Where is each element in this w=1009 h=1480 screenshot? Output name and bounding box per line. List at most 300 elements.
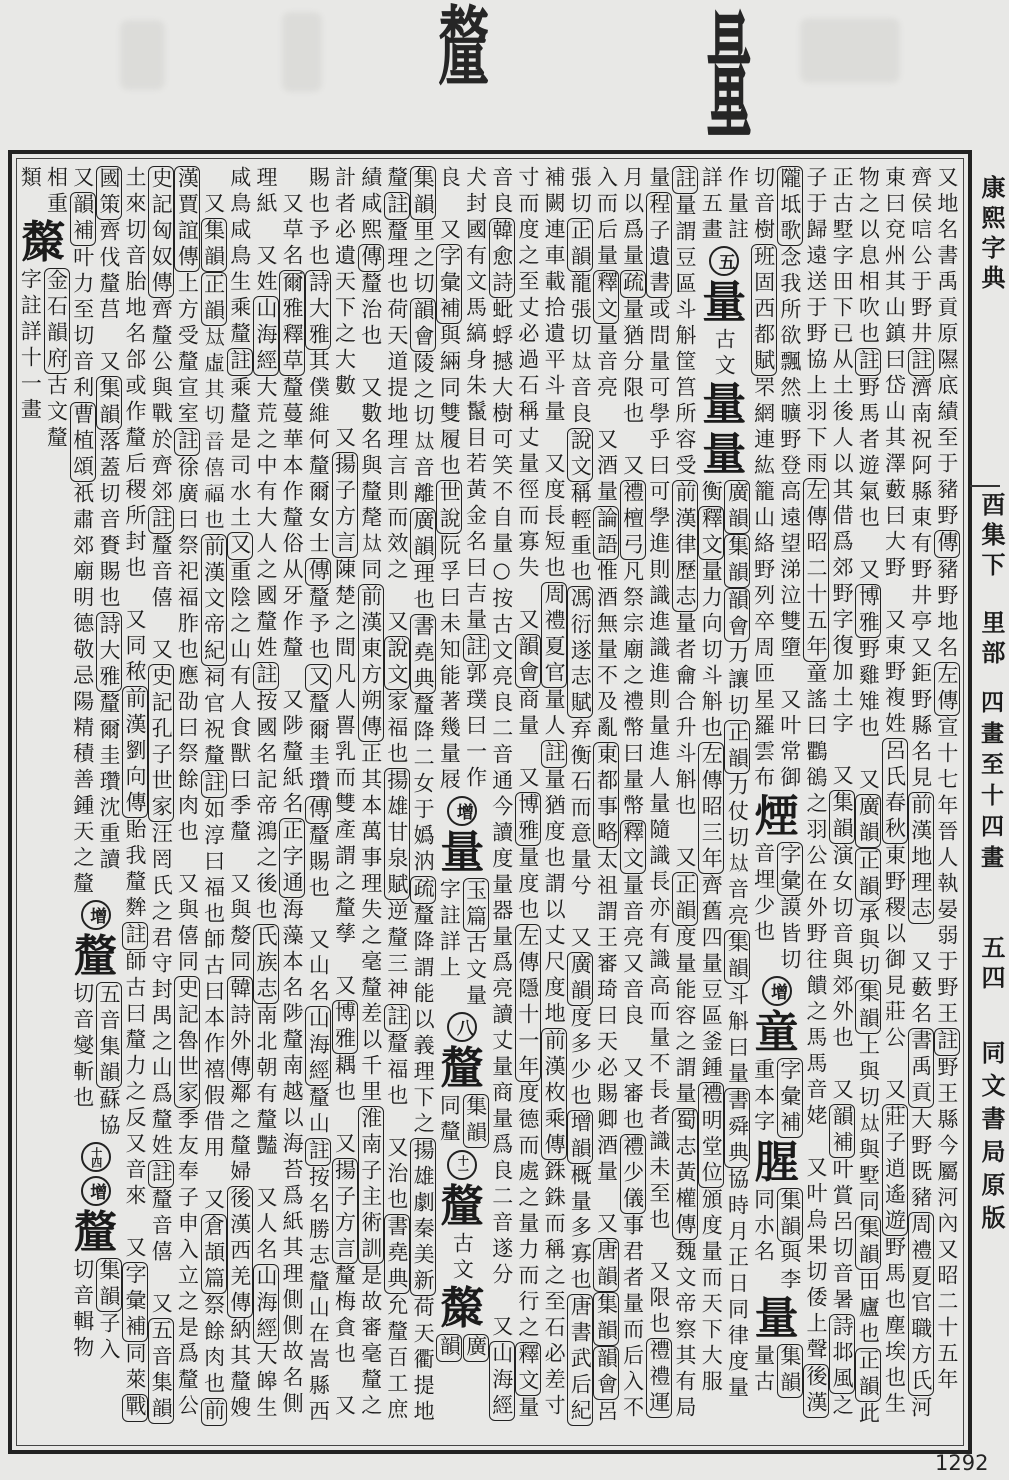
citation-box: 註 [856, 349, 881, 375]
text-run: 重陰之山有人食獸曰季釐 又與嫠同 [227, 560, 252, 976]
headword: 釐 [440, 1181, 485, 1232]
column-text [201, 166, 227, 1426]
text-run: 度量能容之謂量 [673, 926, 697, 1108]
text-run: 物之以息相吹也 [856, 166, 881, 348]
circled-marker [762, 976, 792, 1006]
annotation-line [70, 1258, 96, 1364]
citation-box: 禮檀弓 [620, 481, 645, 559]
citation-box: 註 [934, 1029, 959, 1055]
citation-box: 集韻 [96, 377, 121, 429]
text-run: 寸而度之至丈必過石稱丈量徑而寡失 又 [515, 166, 540, 634]
citation-box: 五音集韻 [96, 983, 121, 1087]
text-run: 其僕維何釐爾女士 [306, 350, 331, 558]
citation-box: 史記孔子世家 [149, 665, 174, 821]
citation-box: 集韻 [463, 1095, 488, 1147]
text-run: 量猶度也謂以丈尺度地 [542, 768, 567, 1028]
citation-box: 字彙補 [777, 1059, 802, 1137]
seal-script-character-right: 量 [706, 0, 752, 158]
citation-box: 韻補 [70, 193, 95, 245]
text-run: 頒度量而天下大服 [699, 1188, 724, 1396]
column-text [908, 166, 934, 1422]
citation-box: 山海經 [306, 1007, 331, 1085]
margin-strokes: 四畫至十四畫 [977, 690, 1004, 876]
text-run: 力讓切 [725, 642, 750, 720]
text-run: 釐予也 [306, 586, 331, 664]
text-run: 量猶分限也 又 [620, 298, 645, 480]
text-run: 事君者量而后入不 [620, 1214, 645, 1422]
citation-box: 廣韻 [411, 509, 436, 561]
text-run: 入而后量 [594, 166, 619, 270]
entry-column [436, 166, 488, 1448]
entry-column [70, 166, 122, 1448]
text-run: 荷天衢提地 [411, 1296, 436, 1426]
text-run: 又草名 [280, 166, 305, 270]
text-run: 野雞雉也 又 [856, 638, 881, 794]
annotation-line [750, 1344, 776, 1398]
circled-marker-label: 八 [452, 1018, 473, 1036]
citation-box: 正韻 [673, 873, 697, 925]
text-run: 鄰之釐婦 [227, 1082, 252, 1186]
citation-box: 左傳昭二十五年 [803, 479, 828, 661]
annotation-line [43, 166, 69, 218]
text-run: 子入 [96, 1312, 121, 1364]
text-run: 釐理也荷天道提地理言則而效之 又 [384, 220, 409, 636]
text-run: 釐爾圭瓚 [306, 692, 331, 796]
annotation-line [777, 1188, 803, 1294]
text-run: 土來切音胎地名郃或作釐后稷所封也 又同秾 [123, 166, 148, 686]
headword: 量 [702, 429, 747, 480]
text-run: 理紙 又姓 [253, 166, 278, 296]
annotation-line [17, 166, 43, 218]
citation-box: 註 [463, 635, 488, 661]
entry-column [17, 166, 69, 1448]
citation-box: 書舜典 [725, 1089, 750, 1167]
page-number: 1292 [935, 1451, 989, 1475]
citation-box: 韻會 [594, 1347, 619, 1399]
text-run: 阮孚曰未知能著幾量屐 [437, 534, 462, 794]
column-text [646, 166, 672, 1418]
text-run: 良 又 [437, 166, 462, 244]
text-run: 釐降二女于嬀汭 [411, 694, 436, 876]
citation-box: 傳 [358, 245, 383, 271]
double-line-annotation [698, 480, 750, 1402]
text-run: 或問量可學乎曰可學進則識進識進則量進人量隨識長亦有識高而量不長者識未至也 又限也 [646, 298, 671, 1338]
text-run: 量古 [751, 1344, 776, 1396]
text-run: 度多少也 [568, 1006, 593, 1110]
citation-box: 史記魯世家 [175, 977, 200, 1107]
citation-box: 傳 [306, 559, 331, 585]
citation-box: 正韻 [201, 273, 226, 325]
citation-box: 氏族志 [253, 925, 278, 1003]
text-run: 祠官祝釐 [201, 666, 226, 770]
citation-box: 博雅 [332, 1001, 357, 1053]
text-run: 子于歸遠送于野協上羽下雨 [803, 166, 828, 478]
text-run: 銖銖而稱之至石必差寸 [542, 1160, 567, 1420]
text-run: 耦也 又 [332, 1054, 357, 1158]
citation-box: 註 [306, 1139, 331, 1165]
citation-box: 又 [306, 665, 331, 691]
text-run: 落蓋切音賚賜也 [96, 430, 121, 612]
citation-box: 唐韻 [594, 1239, 619, 1291]
text-run: 商量 又 [515, 688, 540, 792]
ghost-impression [120, 20, 165, 90]
text-run: 音良 [489, 166, 514, 218]
text-run: 貽我釐麰 [123, 818, 148, 922]
headword: 釐 [440, 1043, 485, 1094]
text-run: 謨皆切 [777, 896, 802, 974]
circled-marker-label: 十一 [456, 1155, 470, 1175]
text-column [646, 166, 672, 1448]
text-run: 量力向切斗斛也 [699, 560, 724, 742]
citation-box: 集韻 [777, 1345, 802, 1397]
column-text [593, 166, 619, 1426]
text-run: 作量註 [725, 166, 750, 244]
text-run: 釐治也 又數名與釐氂𡘋同 [358, 272, 383, 584]
text-run: 同釐 [437, 1094, 462, 1146]
text-run: 罘網連紘籠山絡野列卒周匝星羅雲布 [751, 376, 776, 792]
text-run: 陳楚之間凡人嘼乳而雙產謂之釐孳 又 [332, 558, 357, 1000]
circled-marker [709, 246, 739, 276]
citation-box: 韻會 [515, 635, 540, 687]
column-text [934, 166, 960, 1394]
annotation-line [96, 166, 122, 898]
citation-box: 左傳 [934, 663, 959, 715]
text-run: 大荒之中有大人之國釐姓 [253, 376, 278, 662]
annotation-line [462, 166, 488, 794]
citation-box: 韻會 [411, 299, 436, 351]
text-column [358, 166, 384, 1448]
entry-column [750, 166, 802, 1448]
citation-box: 書堯典 [411, 615, 436, 693]
text-column [908, 166, 934, 1448]
annotation-line [436, 1094, 462, 1148]
double-line-annotation [750, 842, 802, 974]
citation-box: 博雅 [515, 793, 540, 845]
text-run: 又藪名 [908, 924, 933, 1028]
citation-box: 韻 [437, 1335, 462, 1361]
text-run: 詳五畫 [699, 166, 724, 244]
text-run: 此 [856, 1402, 881, 1428]
citation-box: 韻補 [830, 1105, 855, 1157]
annotation-line [436, 166, 462, 794]
citation-box: 書堯典 [384, 1215, 409, 1293]
citation-box: 左傳隱十一年 [515, 925, 540, 1081]
text-run: 南北朝有釐豔 又人名 [253, 1004, 278, 1264]
citation-box: 詩大雅 [306, 271, 331, 349]
citation-box: 班固西都賦 [751, 245, 776, 375]
text-run: 乘釐是司水土 [227, 376, 252, 532]
page-margin [970, 160, 1006, 1450]
column-text [253, 166, 279, 1422]
column-text [829, 166, 855, 1420]
citation-box: 淮南子主術訓 [358, 1107, 383, 1263]
text-run: 音埋少也 [751, 842, 776, 946]
text-run: 釐 [384, 166, 409, 192]
citation-box: 集韻 [411, 167, 436, 219]
annotation-line [777, 166, 803, 792]
text-run: 正古墅字田下已从土後人以其借爲郊野字復加土字 又 [830, 166, 855, 790]
circled-marker-label: 十四 [89, 1147, 103, 1167]
annotation-line [436, 878, 462, 1010]
text-run: 切音輯物 [70, 1258, 95, 1362]
double-line-annotation [70, 982, 122, 1140]
citation-box: 前漢律歷志 [673, 481, 697, 611]
double-line-annotation [17, 268, 69, 452]
citation-box: 註 [149, 1161, 174, 1187]
text-run: 按國名記帝鴻之後也 [253, 690, 278, 924]
text-run: 師古曰釐力之反又音來 又 [123, 950, 148, 1262]
citation-box: 韻會 [725, 589, 750, 641]
citation-box: 史記匈奴傳 [149, 167, 174, 297]
citation-box: 字彙補 [437, 245, 462, 323]
citation-box: 註 [175, 429, 200, 455]
double-line-annotation [436, 1094, 488, 1148]
column-text [358, 166, 384, 1420]
column-text [384, 166, 410, 1424]
text-run: 切音樹 [751, 166, 776, 244]
text-column [855, 166, 881, 1448]
margin-divider [970, 485, 1000, 487]
citation-box: 後漢 [803, 1365, 828, 1417]
text-run: 古文釐 [44, 374, 69, 452]
headword: 釐 [73, 1207, 118, 1258]
citation-box: 又 [227, 533, 252, 559]
double-line-annotation [17, 166, 69, 218]
column-text [803, 166, 829, 1418]
text-run: 齊釐公與戰於齊郊 [149, 298, 174, 506]
circled-marker [81, 900, 111, 930]
text-run: 齊伐釐莒 又 [96, 220, 121, 376]
headword: 釐 [73, 931, 118, 982]
text-run: 上與切𡘋與墅同 [856, 1034, 881, 1216]
headword: 量 [702, 379, 747, 430]
double-line-annotation [750, 166, 802, 792]
citation-box: 註 [123, 923, 148, 949]
text-run: 量 [515, 1396, 540, 1422]
citation-box: 正韻 [725, 721, 750, 773]
citation-box: 釋文 [594, 271, 619, 323]
citation-box: 漢賈誼傳 [175, 167, 200, 271]
citation-box: 詩大雅 [96, 613, 121, 691]
text-run: 念我所欲飄然曠野登高遠望涕泣雙墮 又叶常御 [777, 246, 802, 792]
annotation-line [70, 166, 96, 898]
citation-box: 說文 [568, 429, 593, 481]
text-run: 豬野地名 [934, 558, 959, 662]
text-run: 呂 [594, 1400, 619, 1426]
column-text [148, 166, 174, 1424]
column-text [620, 166, 646, 1422]
citation-box: 山海經 [253, 297, 278, 375]
citation-box: 後漢西羌傳 [227, 1187, 252, 1317]
text-run: 協時月正日同律度量 [725, 1168, 750, 1402]
citation-box: 前漢劉向傳 [123, 687, 148, 817]
citation-box: 揚子方言 [332, 1159, 357, 1263]
text-run: 齊舊四量豆區釜鍾 [699, 874, 724, 1082]
citation-box: 註 [201, 771, 226, 797]
text-run: 東野稷以御見莊公 又 [882, 844, 907, 1104]
margin-title: 康熙字典 [977, 175, 1006, 295]
text-run: 蘇協 [96, 1088, 121, 1140]
annotation-line [750, 166, 776, 792]
citation-box: 山海經 [489, 1342, 514, 1420]
text-run: 斗斛曰量 [725, 984, 750, 1088]
text-run: 績咸熙 [358, 166, 383, 244]
citation-box: 書禹貢 [908, 1029, 933, 1107]
citation-box: 論語 [594, 507, 619, 559]
text-run: 齊侯唁公于野井 [908, 166, 933, 348]
citation-box: 註 [149, 507, 174, 533]
annotation-line [698, 480, 724, 1402]
headword: 量 [440, 827, 485, 878]
double-line-annotation [750, 1344, 802, 1398]
double-line-annotation [70, 1258, 122, 1364]
text-column [567, 166, 593, 1448]
text-column [174, 166, 200, 1448]
double-line-annotation [750, 1058, 802, 1138]
text-run: 衡 [699, 480, 724, 506]
citation-box: 疏 [620, 271, 645, 297]
text-run: 大野既豬 [908, 1108, 933, 1212]
headword: 童 [754, 1007, 799, 1058]
citation-box: 馮衍遂志賦 [568, 587, 593, 717]
text-run: 承與切 [856, 902, 881, 980]
citation-box: 增韻 [568, 1111, 593, 1163]
citation-box: 周禮夏官 [542, 583, 567, 687]
headword: 量 [702, 277, 747, 328]
annotation-line [96, 982, 122, 1140]
text-run: 家福也 [384, 690, 409, 768]
text-run: 田廬也 [856, 1270, 881, 1348]
text-run: 力仗切𡘋音亮 [725, 774, 750, 930]
citation-box: 左傳昭三年 [699, 743, 724, 873]
citation-box: 五音集韻 [149, 1319, 174, 1423]
citation-box: 程子遺書 [646, 193, 671, 297]
citation-box: 註 [384, 193, 409, 219]
annotation-line [462, 1094, 488, 1148]
text-run: 釐梅貪也 又 [332, 1264, 357, 1420]
column-text [279, 166, 305, 1418]
annotation-line [777, 842, 803, 974]
circled-marker-label: 增 [452, 802, 473, 820]
text-run: 野王縣今屬河內又昭二十五年 [934, 1056, 959, 1394]
text-run: 類 [18, 166, 43, 192]
text-run: 徐廣曰祭祀福胙也應劭曰祭餘肉也 又與僖同 [175, 456, 200, 976]
citation-box: 呂氏春秋 [882, 739, 907, 843]
citation-box: 釋文 [620, 821, 645, 873]
ghost-impression [800, 18, 900, 83]
citation-box: 傳 [934, 531, 959, 557]
text-run: 量謂豆區斗斛筐筥所容受 [673, 194, 697, 480]
citation-box: 禮禮運 [646, 1339, 671, 1417]
text-column [201, 166, 227, 1448]
text-run: 量人 [542, 688, 567, 740]
text-run: 咸鳥咸鳥生乘釐 [227, 166, 252, 348]
citation-box: 隴坻歌 [777, 167, 802, 245]
entry-column [698, 166, 750, 1448]
citation-box: 前漢枚乘傳 [542, 1029, 567, 1159]
annotation-line [70, 982, 96, 1140]
citation-box: 蜀志黃權傳 [673, 1109, 697, 1239]
text-run: 與李 [777, 1242, 802, 1294]
text-run: 概量多寡也 [568, 1164, 593, 1294]
seal-script-character-left: 釐 [438, 0, 491, 99]
citation-box: 正韻 [856, 1349, 881, 1401]
text-run: 量 [646, 166, 671, 192]
citation-box: 廣韻 [725, 481, 750, 533]
text-column [934, 166, 960, 1448]
citation-box: 釋文 [515, 1343, 540, 1395]
text-run: 魏文帝察其有局 [673, 1240, 697, 1422]
text-run: 上方受釐宣室 [175, 272, 200, 428]
text-run: 釐音僖 又 [149, 534, 174, 664]
text-run: 又 [70, 166, 95, 192]
text-run: 補闕連車載拾遺平斗量 又度長短也 [542, 166, 567, 582]
annotation-line [17, 268, 43, 452]
text-run: 釐山 [306, 1086, 331, 1138]
annotation-line [96, 1258, 122, 1364]
annotation-line [698, 166, 724, 244]
variant-note: 古文 [712, 328, 737, 380]
citation-box: 揚子方言 [332, 453, 357, 557]
citation-box: 世說 [437, 481, 462, 533]
text-run: 季友奉子申入立之是爲釐公 [175, 1108, 200, 1420]
text-run: 野馬也塵埃也生 [882, 1236, 907, 1418]
text-run: 又 [201, 166, 226, 218]
citation-box: 疏 [411, 877, 436, 903]
annotation-line [777, 1344, 803, 1398]
citation-box: 廣韻 [856, 795, 881, 847]
column-text [489, 166, 515, 1421]
text-run: 如淳曰福也師古曰本作禧假借用 又 [201, 798, 226, 1214]
text-run: 字註詳十一畫 [18, 268, 43, 424]
circled-marker-label: 增 [767, 982, 788, 1000]
annotation-line [43, 268, 69, 452]
text-run: 計者必遺天下之大數 又 [332, 166, 357, 452]
citation-box: 東都事略 [594, 743, 619, 847]
dictionary-body [17, 166, 960, 1448]
citation-box: 集韻 [96, 1259, 121, 1311]
citation-box: 註 [253, 663, 278, 689]
text-run: 惟酒無量不及亂 [594, 560, 619, 742]
annotation-line [724, 166, 750, 244]
text-run: 汪罔氏之君守封禺之山爲釐姓 [149, 822, 174, 1160]
citation-box: 註 [673, 167, 697, 193]
citation-box: 韓愈詩 [489, 219, 514, 297]
column-text [410, 166, 436, 1426]
double-line-annotation [436, 878, 488, 1010]
text-column [410, 166, 436, 1448]
citation-box: 字彙 [777, 843, 802, 895]
text-run: 濟南祝阿縣東有野井亭又鉅野縣名見 [908, 376, 933, 792]
citation-box: 前漢地理志 [908, 793, 933, 923]
citation-box: 戰 [123, 1395, 148, 1421]
citation-box: 金石韻府 [44, 269, 69, 373]
text-run: 海藻本名陟釐南越以海苔爲紙其理側側故名側 [280, 898, 305, 1418]
text-run: 太祖謂王審琦曰天必賜卿酒量 又 [594, 848, 619, 1238]
citation-box: 韓詩外傳 [227, 977, 252, 1081]
citation-box: 傳 [306, 797, 331, 823]
text-run: 釐音僖 又 [149, 1188, 174, 1318]
text-run: 同朩名 [751, 1188, 776, 1266]
text-column [279, 166, 305, 1448]
citation-box: 揚雄甘泉賦 [384, 769, 409, 899]
text-run: 釐爾圭瓚沈重讀 [96, 692, 121, 874]
text-column [122, 166, 148, 1448]
text-run: 同萊 [123, 1342, 148, 1394]
citation-box: 註 [908, 349, 933, 375]
text-run: 童謠曰鸜鵒之羽公在外野往饋之馬馬音姥 又叶烏果切倭上聲 [803, 662, 828, 1364]
double-line-annotation [436, 166, 488, 794]
